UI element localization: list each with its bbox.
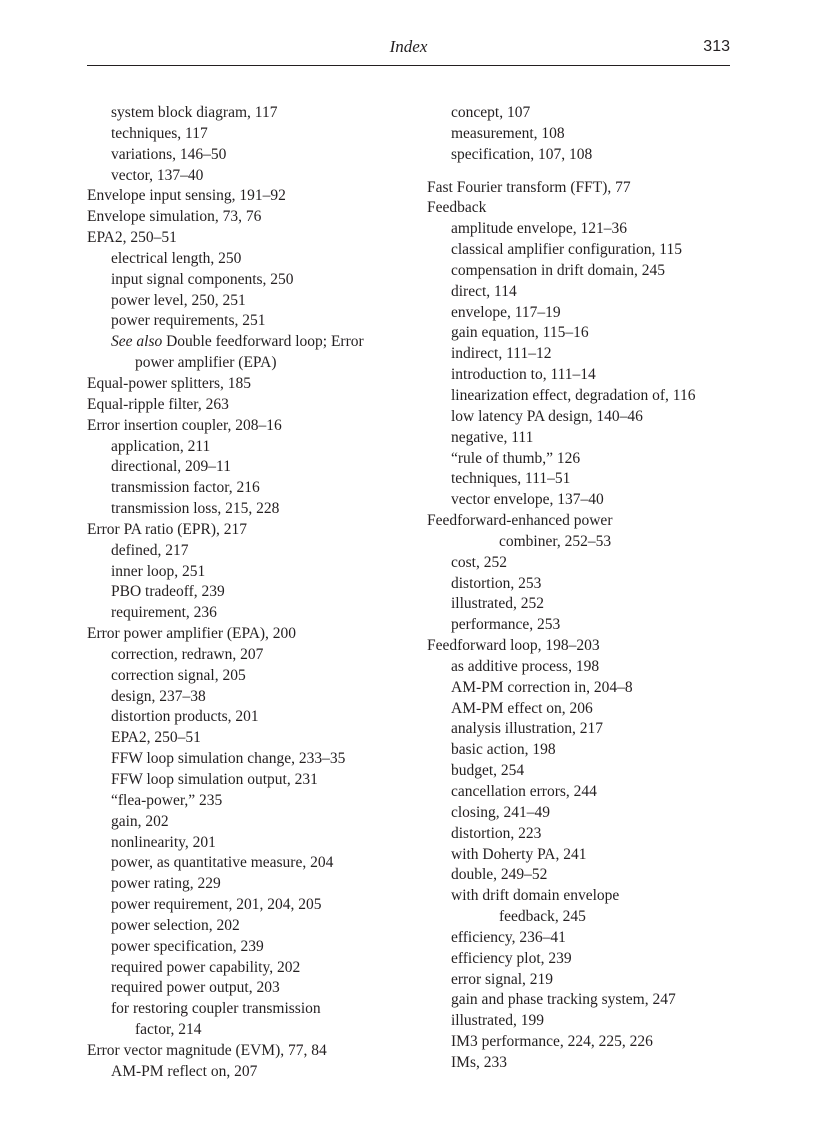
index-subentry — [427, 532, 747, 553]
index-entry-text: analysis illustration, 217 — [451, 720, 603, 738]
index-entry-text: closing, 241–49 — [451, 803, 551, 821]
index-entry-text: vector envelope, 137–40 — [451, 491, 604, 509]
index-entry-text: concept, 107 — [451, 104, 531, 121]
index-entry-text: AM-PM correction in, 204–8 — [451, 678, 633, 696]
index-entry-text: correction, redrawn, 207 — [111, 645, 264, 663]
index-entry-text: Double feedforward loop; Error — [162, 333, 364, 351]
index-subentry — [427, 219, 747, 240]
index-subentry — [427, 928, 747, 949]
index-subentry — [87, 958, 407, 979]
index-entry-text: with Doherty PA, 241 — [451, 845, 587, 863]
index-entry-text: introduction to, 111–14 — [451, 366, 596, 384]
index-entry-text: “rule of thumb,” 126 — [451, 449, 581, 467]
index-subentry — [427, 145, 747, 166]
index-entry-text: techniques, 111–51 — [451, 470, 571, 488]
index-subentry — [427, 490, 747, 511]
index-entry-text: envelope, 117–19 — [451, 303, 561, 321]
index-subentry — [87, 103, 407, 124]
index-entry-text: power requirements, 251 — [111, 312, 266, 330]
index-subentry — [427, 949, 747, 970]
index-entry-text: Error insertion coupler, 208–16 — [87, 416, 282, 434]
index-subentry — [87, 978, 407, 999]
index-entry-text: efficiency, 236–41 — [451, 928, 566, 946]
index-subentry — [427, 365, 747, 386]
index-subentry — [87, 270, 407, 291]
index-subentry — [87, 478, 407, 499]
index-subentry — [87, 124, 407, 145]
index-entry-text: cancellation errors, 244 — [451, 783, 597, 800]
index-subentry — [427, 615, 747, 636]
index-subentry — [87, 853, 407, 874]
index-entry-text: for restoring coupler transmission — [111, 1000, 321, 1018]
index-subentry — [427, 261, 747, 282]
index-subentry — [87, 166, 407, 187]
index-entry-text: system block diagram, 117 — [111, 104, 278, 121]
index-entry-text: Equal-power splitters, 185 — [87, 374, 252, 392]
index-subentry — [427, 740, 747, 761]
index-subentry — [427, 803, 747, 824]
index-entry — [427, 511, 747, 532]
index-entry-text: gain, 202 — [111, 812, 169, 830]
index-entry-text: indirect, 111–12 — [451, 345, 552, 363]
index-subentry — [87, 1020, 407, 1041]
index-subentry — [87, 791, 407, 812]
index-entry-text: FFW loop simulation change, 233–35 — [111, 750, 346, 768]
index-entry-text: distortion products, 201 — [111, 708, 259, 726]
index-subentry — [427, 782, 747, 803]
see-also-label: See also — [111, 333, 163, 351]
index-subentry — [427, 323, 747, 344]
index-subentry — [87, 457, 407, 478]
index-entry-text: basic action, 198 — [451, 741, 556, 759]
index-entry-text: error signal, 219 — [451, 970, 554, 988]
index-entry-text: direct, 114 — [451, 282, 517, 300]
index-entry-text: with drift domain envelope — [451, 887, 620, 905]
index-entry-text: inner loop, 251 — [111, 562, 206, 580]
index-subentry — [427, 1032, 747, 1053]
index-entry — [87, 520, 407, 541]
index-entry-text: Envelope input sensing, 191–92 — [87, 187, 286, 205]
index-entry-text: Equal-ripple filter, 263 — [87, 395, 229, 413]
running-header — [87, 36, 730, 62]
index-subentry — [87, 895, 407, 916]
index-subentry — [87, 603, 407, 624]
index-subentry — [87, 833, 407, 854]
index-entry-text: design, 237–38 — [111, 687, 206, 705]
index-entry-text: Error power amplifier (EPA), 200 — [87, 625, 297, 643]
index-entry-text: cost, 252 — [451, 553, 507, 571]
index-entry — [427, 198, 747, 219]
index-entry-text: gain equation, 115–16 — [451, 324, 589, 342]
index-entry — [87, 416, 407, 437]
index-subentry — [427, 103, 747, 124]
index-entry-text: variations, 146–50 — [111, 145, 227, 163]
index-subentry — [87, 541, 407, 562]
index-subentry — [87, 582, 407, 603]
index-subentry — [427, 1053, 747, 1074]
index-subentry — [87, 1062, 407, 1083]
index-entry-text: performance, 253 — [451, 616, 561, 634]
index-subentry — [87, 937, 407, 958]
index-entry-text: Envelope simulation, 73, 76 — [87, 208, 262, 226]
index-entry — [87, 1041, 407, 1062]
index-subentry — [87, 999, 407, 1020]
index-entry-text: feedback, 245 — [499, 908, 586, 926]
index-entry-text: nonlinearity, 201 — [111, 833, 216, 851]
index-entry-text: power selection, 202 — [111, 916, 240, 934]
running-title: Index — [389, 37, 428, 56]
index-entry-text: negative, 111 — [451, 428, 534, 446]
index-column-left — [87, 103, 407, 1083]
index-subentry — [427, 678, 747, 699]
index-subentry — [87, 666, 407, 687]
index-subentry — [427, 407, 747, 428]
index-subentry — [427, 761, 747, 782]
index-subentry — [427, 865, 747, 886]
index-subentry — [87, 291, 407, 312]
index-entry-text: transmission loss, 215, 228 — [111, 500, 280, 518]
index-subentry — [87, 749, 407, 770]
index-column-right — [427, 103, 747, 1074]
index-entry-text: Error vector magnitude (EVM), 77, 84 — [87, 1041, 327, 1059]
index-entry-text: specification, 107, 108 — [451, 145, 593, 163]
index-entry-text: AM-PM reflect on, 207 — [111, 1062, 258, 1080]
index-entry-text: transmission factor, 216 — [111, 479, 260, 497]
index-entry-text: distortion, 223 — [451, 824, 542, 842]
index-entry-text: as additive process, 198 — [451, 657, 600, 675]
index-subentry — [427, 240, 747, 261]
index-subentry — [87, 145, 407, 166]
index-subentry — [427, 386, 747, 407]
index-entry — [87, 374, 407, 395]
index-subentry — [87, 249, 407, 270]
index-entry-text: budget, 254 — [451, 762, 525, 780]
index-entry-text: combiner, 252–53 — [499, 532, 612, 550]
index-subentry — [87, 707, 407, 728]
index-entry-text: defined, 217 — [111, 541, 189, 559]
index-entry-text: efficiency plot, 239 — [451, 949, 572, 967]
index-entry-text: “flea-power,” 235 — [111, 791, 223, 809]
index-entry-text: Feedforward-enhanced power — [427, 512, 613, 530]
index-entry-text: power amplifier (EPA) — [135, 354, 277, 372]
index-subentry — [87, 645, 407, 666]
header-rule — [87, 65, 730, 66]
index-subentry — [427, 719, 747, 740]
index-subentry — [87, 874, 407, 895]
index-subentry — [427, 574, 747, 595]
index-entry-text: directional, 209–11 — [111, 458, 231, 476]
index-subentry — [427, 553, 747, 574]
index-entry-text: techniques, 117 — [111, 124, 208, 142]
index-subentry — [427, 886, 747, 907]
index-entry — [427, 636, 747, 657]
index-entry-text: power rating, 229 — [111, 875, 221, 893]
index-entry-text: input signal components, 250 — [111, 270, 294, 288]
index-subentry — [87, 353, 407, 374]
index-entry-text: illustrated, 199 — [451, 1012, 544, 1030]
index-subentry — [427, 594, 747, 615]
index-entry-text: vector, 137–40 — [111, 166, 204, 184]
index-entry — [87, 624, 407, 645]
index-entry-text: Feedback — [427, 199, 487, 217]
index-subentry — [87, 812, 407, 833]
index-subentry — [427, 824, 747, 845]
index-entry-text: power level, 250, 251 — [111, 291, 246, 309]
index-subentry — [427, 657, 747, 678]
index-entry-text: linearization effect, degradation of, 116 — [451, 386, 696, 404]
index-subentry — [427, 303, 747, 324]
index-entry-text: IM3 performance, 224, 225, 226 — [451, 1033, 653, 1051]
page-number: 313 — [703, 38, 730, 55]
index-entry-text: power, as quantitative measure, 204 — [111, 854, 334, 872]
index-subentry — [87, 311, 407, 332]
index-entry-text: application, 211 — [111, 437, 211, 455]
index-subentry — [427, 282, 747, 303]
index-subentry — [87, 687, 407, 708]
index-subentry — [427, 449, 747, 470]
index-subentry — [427, 990, 747, 1011]
index-subentry — [427, 428, 747, 449]
index-entry-text: low latency PA design, 140–46 — [451, 407, 643, 425]
index-entry-text: FFW loop simulation output, 231 — [111, 771, 318, 788]
index-entry — [87, 395, 407, 416]
index-entry — [87, 228, 407, 249]
index-subentry — [427, 970, 747, 991]
index-entry-text: required power output, 203 — [111, 979, 280, 997]
index-subentry — [87, 437, 407, 458]
index-entry-text: amplitude envelope, 121–36 — [451, 220, 628, 238]
index-entry — [87, 207, 407, 228]
index-subentry — [427, 344, 747, 365]
index-entry-text: IMs, 233 — [451, 1053, 507, 1071]
index-entry-text: PBO tradeoff, 239 — [111, 583, 225, 601]
index-subentry — [427, 1011, 747, 1032]
index-entry-text: electrical length, 250 — [111, 249, 242, 267]
index-subentry — [87, 562, 407, 583]
index-entry-text: EPA2, 250–51 — [111, 729, 201, 747]
index-subentry — [87, 770, 407, 791]
index-subentry — [427, 907, 747, 928]
index-entry-text: EPA2, 250–51 — [87, 229, 177, 247]
index-subentry — [87, 916, 407, 937]
index-subentry — [87, 499, 407, 520]
index-entry-text: classical amplifier configuration, 115 — [451, 241, 682, 259]
index-entry-text: AM-PM effect on, 206 — [451, 699, 593, 717]
index-entry-text: Feedforward loop, 198–203 — [427, 637, 600, 655]
index-entry-text: required power capability, 202 — [111, 958, 301, 976]
index-subentry — [87, 332, 407, 353]
index-entry-text: compensation in drift domain, 245 — [451, 261, 665, 279]
index-subentry — [427, 469, 747, 490]
index-entry-text: gain and phase tracking system, 247 — [451, 991, 676, 1009]
index-entry-text: power requirement, 201, 204, 205 — [111, 896, 322, 914]
index-entry-text: illustrated, 252 — [451, 595, 544, 613]
index-subentry — [87, 728, 407, 749]
index-subentry — [427, 845, 747, 866]
index-entry-text: double, 249–52 — [451, 866, 548, 884]
index-entry-text: distortion, 253 — [451, 574, 542, 592]
index-entry-text: measurement, 108 — [451, 124, 565, 142]
index-subentry — [427, 699, 747, 720]
index-entry — [427, 178, 747, 199]
index-entry — [87, 186, 407, 207]
index-entry-text: factor, 214 — [135, 1021, 202, 1039]
index-entry-text: Fast Fourier transform (FFT), 77 — [427, 178, 631, 196]
index-subentry — [427, 124, 747, 145]
index-entry-text: power specification, 239 — [111, 937, 264, 955]
index-entry-text: Error PA ratio (EPR), 217 — [87, 520, 248, 538]
index-entry-text: requirement, 236 — [111, 604, 217, 622]
index-entry-text: correction signal, 205 — [111, 666, 246, 684]
